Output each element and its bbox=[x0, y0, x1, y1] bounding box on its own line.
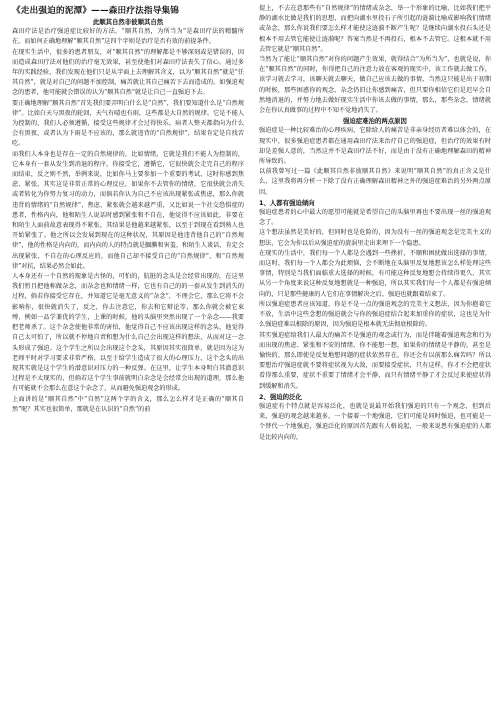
document-title: 《走出强迫的泥潭》——森田疗法指导集锦 bbox=[12, 6, 180, 16]
paragraph: 在现实的生活中，我们每一个人都是会遇到一些挫折，不顺和困扰做出选择的事情，而这时，我们每一个人都会为此烦恼，会不断地在头脑里反复地想该怎么样处理这些事情，特别是当我们面临重大选择的时候，有可能这种反复地想会持续得更久，其实从另一个角度来说这种反复地想就是一种强迫，所以其实我们每一个人都是有强迫倾向的，只是那些健康的人它们在事情解决之后，强迫也就跟着结束了。 bbox=[259, 249, 491, 298]
left-column bbox=[12, 17, 244, 703]
paragraph: 人本身还有一个自然的现象是古怪的，可怕的，肮脏的念头是会经常出现的，在这里我们暂且把他称做杂念，而杂念也和情绪一样，它也有自己的的一套从发生到消失的过程，倘若你接受它存在，并知道它是毫无意义的“杂念”，不理会它，那么它将不会影响你，很快就消失了，反之，你去注意它，你去和它辩论等，那么你就会被它束缚，例如一品学兼优的学生，上课的时候，他的头脑里突然出现了一个杂念——我要把老师杀了。这个杂念使他非常的害怕，他觉得自己不应该出现这样的念头，他觉得自己太可怕了，所以就不停地自责和想为什么自己会出现这样的想法，从而对这一念头形成了强迫。这个学生之所以会出现这个念头，其原因其实很简单，就是因为这为老师平时对学习要求非常严格，以至于给学生造成了很大的心理压力，这个念头的出现其实就是这个学生的潜意识对压力的一种反弹。在这里，让学生本身明白其潜意识过程是不太现实的，但倘若这个学生事前就明白杂念是会经常会出现的道理，那么他有可能就不会那么在意这个杂念了，从而避免强迫观念的形成。 bbox=[12, 273, 244, 393]
paragraph: 强迫症有个特点就是容易泛化，也就是说最开始我们强迫的只有一个观念，但到后来，强迫的观念越来越多，一个接着一个地强迫，它们可能是同时强迫，也可能是一个替代一个地强迫，强迫泛化的原因首先跟有人格说起，一般来说患有强迫症的人都是比较内向的， bbox=[259, 402, 491, 441]
paragraph: 森田疗法是治疗强迫症比较好的方法，“顺其自然，为所当为”是森田疗法的精髓所在，而如何正确地理解“顺其自然”这四个字则是治疗是否有效的前提条件。 bbox=[12, 28, 244, 46]
section-heading-2: 2、强迫的泛化 bbox=[259, 392, 302, 401]
left-subtitle: 此顺其自然非彼顺其自然 bbox=[92, 18, 164, 26]
right-subtitle: 强迫症难治的两点原因 bbox=[343, 117, 407, 126]
paragraph: 所以强迫症患者应该知道，你是不是一点的强迫观念的完美主义想法，因为你抱着它不放，生活中这些念想的强迫就会与你的强迫症结合起来加重你的症状，这也是为什么强迫症难以根除的原因，因为强迫是根本就无法彻底根除的。 bbox=[259, 300, 491, 329]
paragraph: 在现实生活中，很多的患者朋友，对“顺其自然”的理解都是不够深刻或是错误的，因而造成森田疗法对他们的治疗毫无效果，甚至使他们对森田疗法丧失了信心。通过多年的实践经验，我们发现在他们只是从字面上去理解其含义，以为“顺其自然”就是“任其自然”，就是对自己的问题不加控制，痛苦就让其自己痛苦下去而造成的。如强迫观念的患者，他可能就会错误的认为“顺其自然”就是让自己一直强迫下去。 bbox=[12, 48, 244, 97]
section-heading-1: 1、人都有强迫倾向 bbox=[259, 198, 315, 207]
paragraph: 其实强迫症给我们人最大的痛苦不是强迫的观念或行为，而是伴随着强迫观念和行为而出现的焦虑、紧张和不安的情绪，你不能想一想，如果你的情绪是平静的，甚至是愉快的，那么即使是反复地想问题的症状依然存在，你还会有以前那么痛苦吗？所以要想治疗强迫症就不要将症状视为大敌，而要接受症状，只有这样，你才不会把症状看得那么重要，症状不重要了情绪才会平静，而只有情绪平静了才会反过来使症状得到缓解和消失。 bbox=[259, 331, 491, 390]
paragraph: 上面讲的是“顺其自然”中“自然”这两个字的含义，那么怎么样才是正确的“顺其自然”呢？其实也很简单，那就是在认识的“自然”的前 bbox=[12, 395, 244, 413]
paragraph: 而我们人本身也是存在一定的自然规律的，比如情绪，它就是我们不能人为控制的，它本身有一套从发生到消退的程序，你接受它，遵循它，它很快就会走完自己的程序而结束，反之则不然，举例来说，比如你马上要参加一个重要的考试，这时你感到焦虑、紧张，其实这是非常正常的心理反应，如果你不去管你的情绪，它很快就会消失或者转化为你努力复习的动力，而倘若你认为自己不应该出现紧张或焦虑，那么你就违背的情绪的“自然规律”，焦虑、紧张就会越来越严重，又比如说一个社交恐惧症的患者，性格内向，他和陌生人说话时感到紧张和不自在，他觉得不应该如此，非要在和陌生人面前故意表现得不紧张，其结果是他越来越紧张，以至于到现在看到熟人也开始紧张了。他之所以会发展到现在的这种状况，其原因是他违背他自己的“自然规律”，他的性格是内向的，而内向的人的特点就是腼腆和害羞，和陌生人谈话，肯定会出现紧张、不自在的心理反应的，而他自己却不接受自己的“自然规律”，和“自然规律”对抗，结果必然会如此。 bbox=[12, 150, 244, 270]
paragraph: 强迫症患者的心中最大的愿望可能就是希望自己的头脑里再也不要出现一丝的强迫观念了。 bbox=[259, 209, 491, 227]
paragraph: 提上，不去在意那些有“自然规律”的情绪或杂念，举一个形象的比喻，比如我们把平静的湖水比做是我们的思想，而把向湖水里投石子所引起的涟漪比喻成影响我们情绪或杂念，那么你说我们要怎么样才能使这涟漪不断产生呢？是继续向湖水投石头还是根本不用去管它能使让涟漪呢？答案当然是不再投石，根本不去管它。这根本就不用去管它就是“顺其自然”。 bbox=[259, 5, 491, 53]
paragraph: 强迫症是一种比较难治的心理疾病，它除给人的痛苦是非亲身经历者难以体会的，在现实中，很多强迫症患者都在通用森田疗法来治疗自己的强迫症，但治疗的效果有时却是差强人意的，当然这并不是森田疗法不好，而是由于没有正确地理解森田的精神所导致的。 bbox=[259, 127, 491, 166]
paragraph: 这个想法虽然是美好的，但同时也是危险的，因为没有一丝的强迫观念是完美主义的想法，它会为你以后从强迫症的旋涡里走出来埋下一个隐患。 bbox=[259, 229, 491, 247]
paragraph: 要正确地理解“顺其自然”首先我们要弄明白什么是“自然”，我们要知道什么是“自然规律”。比如白天与黑夜的轮回，天气有晴也有雨，这些都是大自然的规律。它是不能人为控制的，我们人必须遵循，接受这些规律才会过得快乐。病者人整天都指向为什么会有黑夜，或者认为下雨是不应该的，那么就违背的“自然规律”，结果肯定是自找苦吃。 bbox=[12, 99, 244, 148]
paragraph: 当然为了能让“顺其自然”对你的问题产生效果，就得结合“为所当为”，也就是说，你在“顺其自然”的同时，你得把自己的注意力放在客观的现实中，该工作就去做工作，该学习就去学习，该聊天就去聊天，做自己应该去做的事情，当然这只能是出于初期的时候，那些困惑你的观念、杂念仍旧让你感到痛苦，但只要你相信它们是迟早会自然地消退的，并努力地去做好现实生活中你该去做的事情，那么，那些杂念，情绪就会在你认真做事的过程中不知不觉地消失了。 bbox=[259, 56, 491, 115]
right-column bbox=[259, 4, 491, 703]
paragraph: 以前我曾写过一篇《此顺其自然非彼顺其自然》来说明“顺其自然”的真正含义是什么，这里我将再分析一下除了没有正确理解森田精神之外的强迫症难治的另外两点原因。 bbox=[259, 168, 491, 196]
